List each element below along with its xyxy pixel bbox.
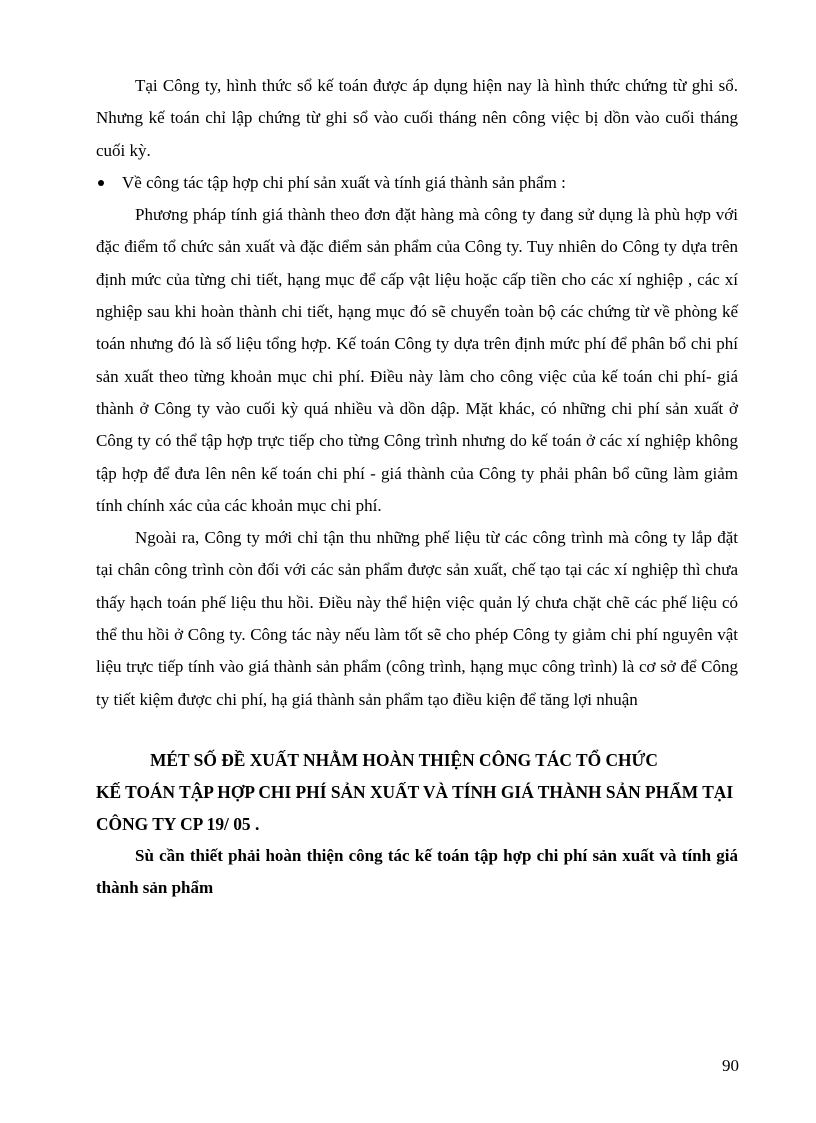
bullet-item-cost-collection: [96, 167, 738, 199]
section-heading-rest: KẾ TOÁN TẬP HỢP CHI PHÍ SẢN XUẤT VÀ TÍNH GIÁ THÀNH SẢN PHẨM TẠI CÔNG TY CP 19/ 05 .: [96, 781, 734, 834]
document-page: [96, 70, 738, 904]
paragraph-costing-method: Phương pháp tính giá thành theo đơn đặt hàng mà công ty đang sử dụng là phù hợp với đặc điểm tổ chức sản xuất và đặc điểm sản phẩm của Công ty. Tuy nhiên do Công ty dựa trên định mức của từng chi tiết, hạng mục để cấp vật liệu hoặc cấp tiền cho các xí nghiệp , các xí nghiệp sau khi hoàn thành chi tiết, hạng mục đó sẽ chuyển toàn bộ các chứng từ về phòng kế toán nhưng đó là số liệu tổng hợp. Kế toán Công ty dựa trên định mức phí để phân bổ chi phí sản xuất theo từng khoản mục chi phí. Điều này làm cho công việc của kế toán chi phí- giá thành ở Công ty vào cuối kỳ quá nhiều và dồn dập. Mặt khác, có những chi phí sản xuất ở Công ty có thể tập hợp trực tiếp cho từng Công trình nhưng do kế toán ở các xí nghiệp không tập hợp để đưa lên nên kế toán chi phí - giá thành của Công ty phải phân bổ cũng làm giảm tính chính xác của các khoản mục chi phí.: [96, 205, 738, 515]
bullet-item-text: Về công tác tập hợp chi phí sản xuất và tính giá thành sản phẩm :: [122, 172, 566, 192]
page-number: 90: [722, 1056, 739, 1075]
paragraph-scrap-recovery: Ngoài ra, Công ty mới chỉ tận thu những phế liệu từ các công trình mà công ty lắp đặt tại chân công trình còn đối với các sản phẩm được sản xuất, chế tạo tại các xí nghiệp thì chưa thấy hạch toán phế liệu thu hồi. Điều này thể hiện việc quản lý chưa chặt chẽ các phế liệu có thể thu hồi ở Công ty. Công tác này nếu làm tốt sẽ cho phép Công ty giảm chi phí nguyên vật liệu trực tiếp tính vào giá thành sản phẩm (công trình, hạng mục công trình) là cơ sở để Công ty tiết kiệm được chi phí, hạ giá thành sản phẩm tạo điều kiện để tăng lợi nhuận: [96, 528, 738, 709]
paragraph-accounting-form: Tại Công ty, hình thức sổ kế toán được áp dụng hiện nay là hình thức chứng từ ghi sổ. Nhưng kế toán chỉ lập chứng từ ghi sổ vào cuối tháng nên công việc bị dồn vào cuối tháng cuối kỳ.: [96, 76, 738, 160]
section-heading-line1: MÉT SỐ ĐỀ XUẤT NHẰM HOÀN THIỆN CÔNG TÁC TỔ CHỨC: [150, 749, 658, 770]
subsection-heading: Sù cần thiết phải hoàn thiện công tác kế toán tập hợp chi phí sản xuất và tính giá thành sản phẩm: [96, 845, 738, 897]
bullet-icon: [98, 180, 104, 186]
section-heading: [96, 744, 738, 840]
